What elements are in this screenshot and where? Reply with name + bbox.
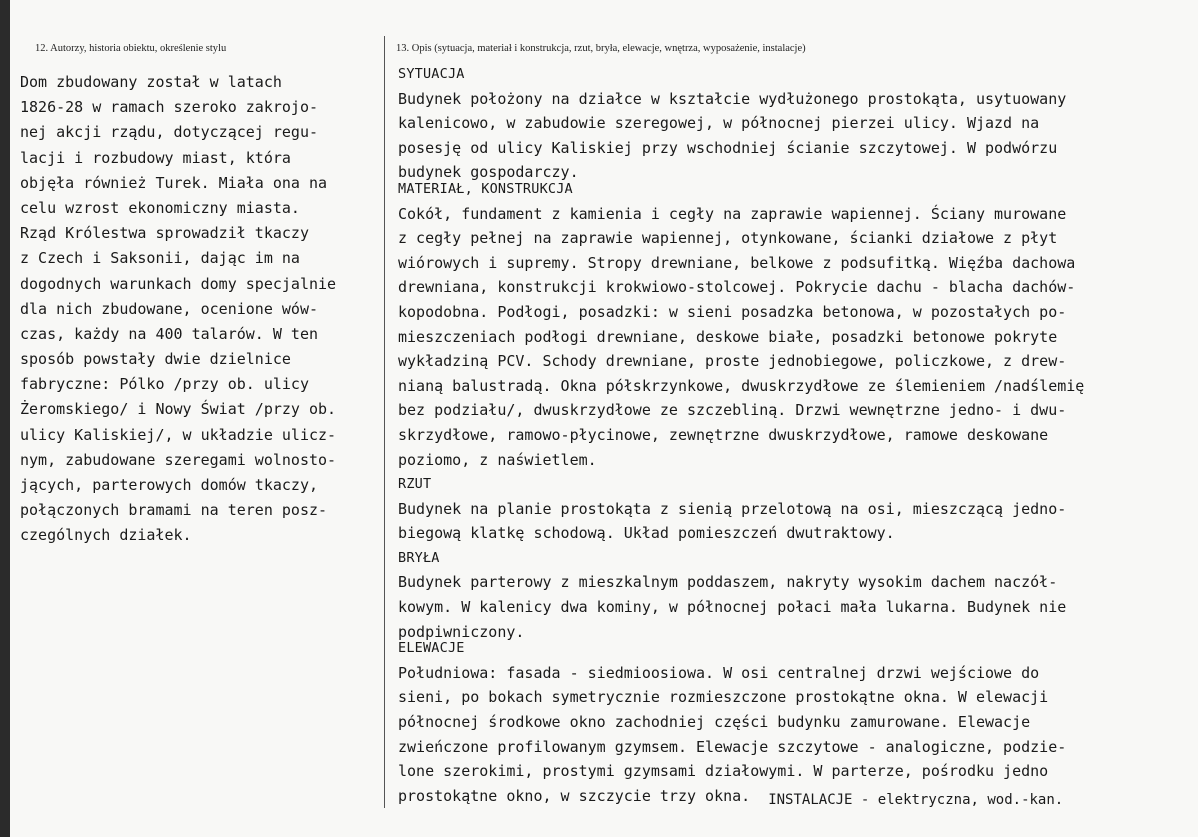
history-line: nym, zabudowane szeregami wolnosto- [20, 450, 337, 469]
history-line: połączonych bramami na teren posz- [20, 501, 328, 520]
installations-note: INSTALACJE - elektryczna, wod.-kan. [768, 791, 1064, 808]
history-line: Rząd Królestwa sprowadził tkaczy [20, 224, 309, 243]
section-line: nianą balustradą. Okna półskrzynkowe, dwuskrzydłowe ze ślemieniem /nadślemię [398, 376, 1085, 395]
section-line: Budynek na planie prostokąta z sienią przelotową na osi, mieszczącą jedno- [398, 499, 1067, 518]
section-line: budynek gospodarczy. [398, 163, 579, 182]
history-line: ulicy Kaliskiej/, w układzie ulicz- [20, 425, 337, 444]
section-line: północnej środkowe okno zachodniej części budynku zamurowane. Elewacje [398, 713, 1031, 732]
history-line: objęła również Turek. Miała ona na [20, 173, 328, 192]
section-line: skrzydłowe, ramowo-płycinowe, zewnętrzne dwuskrzydłowe, ramowe deskowane [398, 425, 1049, 444]
section-line: Południowa: fasada - siedmioosiowa. W osi centralnej drzwi wejściowe do [398, 663, 1040, 682]
section-line: kopodobna. Podłogi, posadzki: w sieni posadzka betonowa, w pozostałych po- [398, 302, 1067, 321]
section-material [398, 177, 1188, 472]
section-line: mieszczeniach podłogi drewniane, deskowe białe, posadzki betonowe pokryte [398, 327, 1058, 346]
history-line: sposób powstały dwie dzielnice [20, 350, 291, 369]
history-line: dla nich zbudowane, ocenione wów- [20, 299, 319, 318]
section-sytuacja [398, 62, 1188, 185]
section-line: kowym. W kalenicy dwa kominy, w północnej połaci mała lukarna. Budynek nie [398, 598, 1067, 617]
right-column-header: 13. Opis (sytuacja, materiał i konstrukcja, rzut, bryła, elewacje, wnętrza, wyposażenie, instalacje) [396, 43, 806, 54]
document-sheet [10, 0, 1198, 837]
section-line: wykładziną PCV. Schody drewniane, proste jednobiegowe, policzkowe, z drew- [398, 352, 1067, 371]
section-line: kalenicowo, w zabudowie szeregowej, w północnej pierzei ulicy. Wjazd na [398, 114, 1040, 133]
section-heading: RZUT [398, 476, 432, 493]
section-rzut [398, 472, 1188, 546]
history-line: czas, każdy na 400 talarów. W ten [20, 324, 319, 343]
section-line: biegową klatkę schodową. Układ pomieszczeń dwutraktowy. [398, 524, 895, 543]
section-line: bez podziału/, dwuskrzydłowe ze szczebliną. Drzwi wewnętrzne jedno- i dwu- [398, 401, 1067, 420]
section-line: drewniana, konstrukcji krokwiowo-stolcowej. Pokrycie dachu - blacha dachów- [398, 278, 1076, 297]
section-line: sieni, po bokach symetrycznie rozmieszczone prostokątne okna. W elewacji [398, 688, 1049, 707]
section-elewacje [398, 636, 1188, 808]
history-line: lacji i rozbudowy miast, która [20, 148, 291, 167]
history-line: 1826-28 w ramach szeroko zakrojo- [20, 98, 319, 117]
section-line-last [398, 784, 1188, 809]
section-line: Cokół, fundament z kamienia i cegły na zaprawie wapiennej. Ściany murowane [398, 204, 1067, 223]
section-line: lone szerokimi, prostymi gzymsami działowymi. W parterze, pośrodku jedno [398, 762, 1049, 781]
section-bryla [398, 546, 1188, 644]
section-line: Budynek parterowy z mieszkalnym poddaszem, nakryty wysokim dachem naczół- [398, 573, 1058, 592]
column-divider [384, 36, 385, 808]
section-line-text: prostokątne okno, w szczycie trzy okna. [398, 786, 751, 805]
section-heading: ELEWACJE [398, 640, 465, 657]
section-heading: MATERIAŁ, KONSTRUKCJA [398, 180, 573, 197]
section-line: z cegły pełnej na zaprawie wapiennej, otynkowane, ścianki działowe z płyt [398, 229, 1058, 248]
description-text [398, 62, 1188, 808]
history-line: Dom zbudowany został w latach [20, 73, 282, 91]
history-line: Żeromskiego/ i Nowy Świat /przy ob. [20, 400, 337, 419]
section-line: podpiwniczony. [398, 622, 525, 641]
history-line: nej akcji rządu, dotyczącej regu- [20, 123, 319, 142]
section-heading: BRYŁA [398, 549, 440, 566]
section-line: wiórowych i supremy. Stropy drewniane, belkowe z podsufitką. Więźba dachowa [398, 253, 1076, 272]
history-line: dogodnych warunkach domy specjalnie [20, 274, 337, 293]
section-line: posesję od ulicy Kaliskiej przy wschodniej ścianie szczytowej. W podwórzu [398, 138, 1058, 157]
history-line: z Czech i Saksonii, dając im na [20, 249, 300, 268]
history-line: jących, parterowych domów tkaczy, [20, 476, 319, 494]
left-column-header: 12. Autorzy, historia obiektu, określenie stylu [35, 43, 227, 54]
section-line: poziomo, z naświetlem. [398, 450, 597, 469]
history-text [20, 70, 380, 549]
history-line: fabryczne: Pólko /przy ob. ulicy [20, 375, 309, 394]
history-line: czególnych działek. [20, 526, 192, 545]
history-line: celu wzrost ekonomiczny miasta. [20, 198, 300, 217]
section-line: Budynek położony na działce w kształcie wydłużonego prostokąta, usytuowany [398, 89, 1067, 108]
section-heading: SYTUACJA [398, 66, 465, 82]
section-line: zwieńczone profilowanym gzymsem. Elewacje szczytowe - analogiczne, podzie- [398, 737, 1067, 756]
